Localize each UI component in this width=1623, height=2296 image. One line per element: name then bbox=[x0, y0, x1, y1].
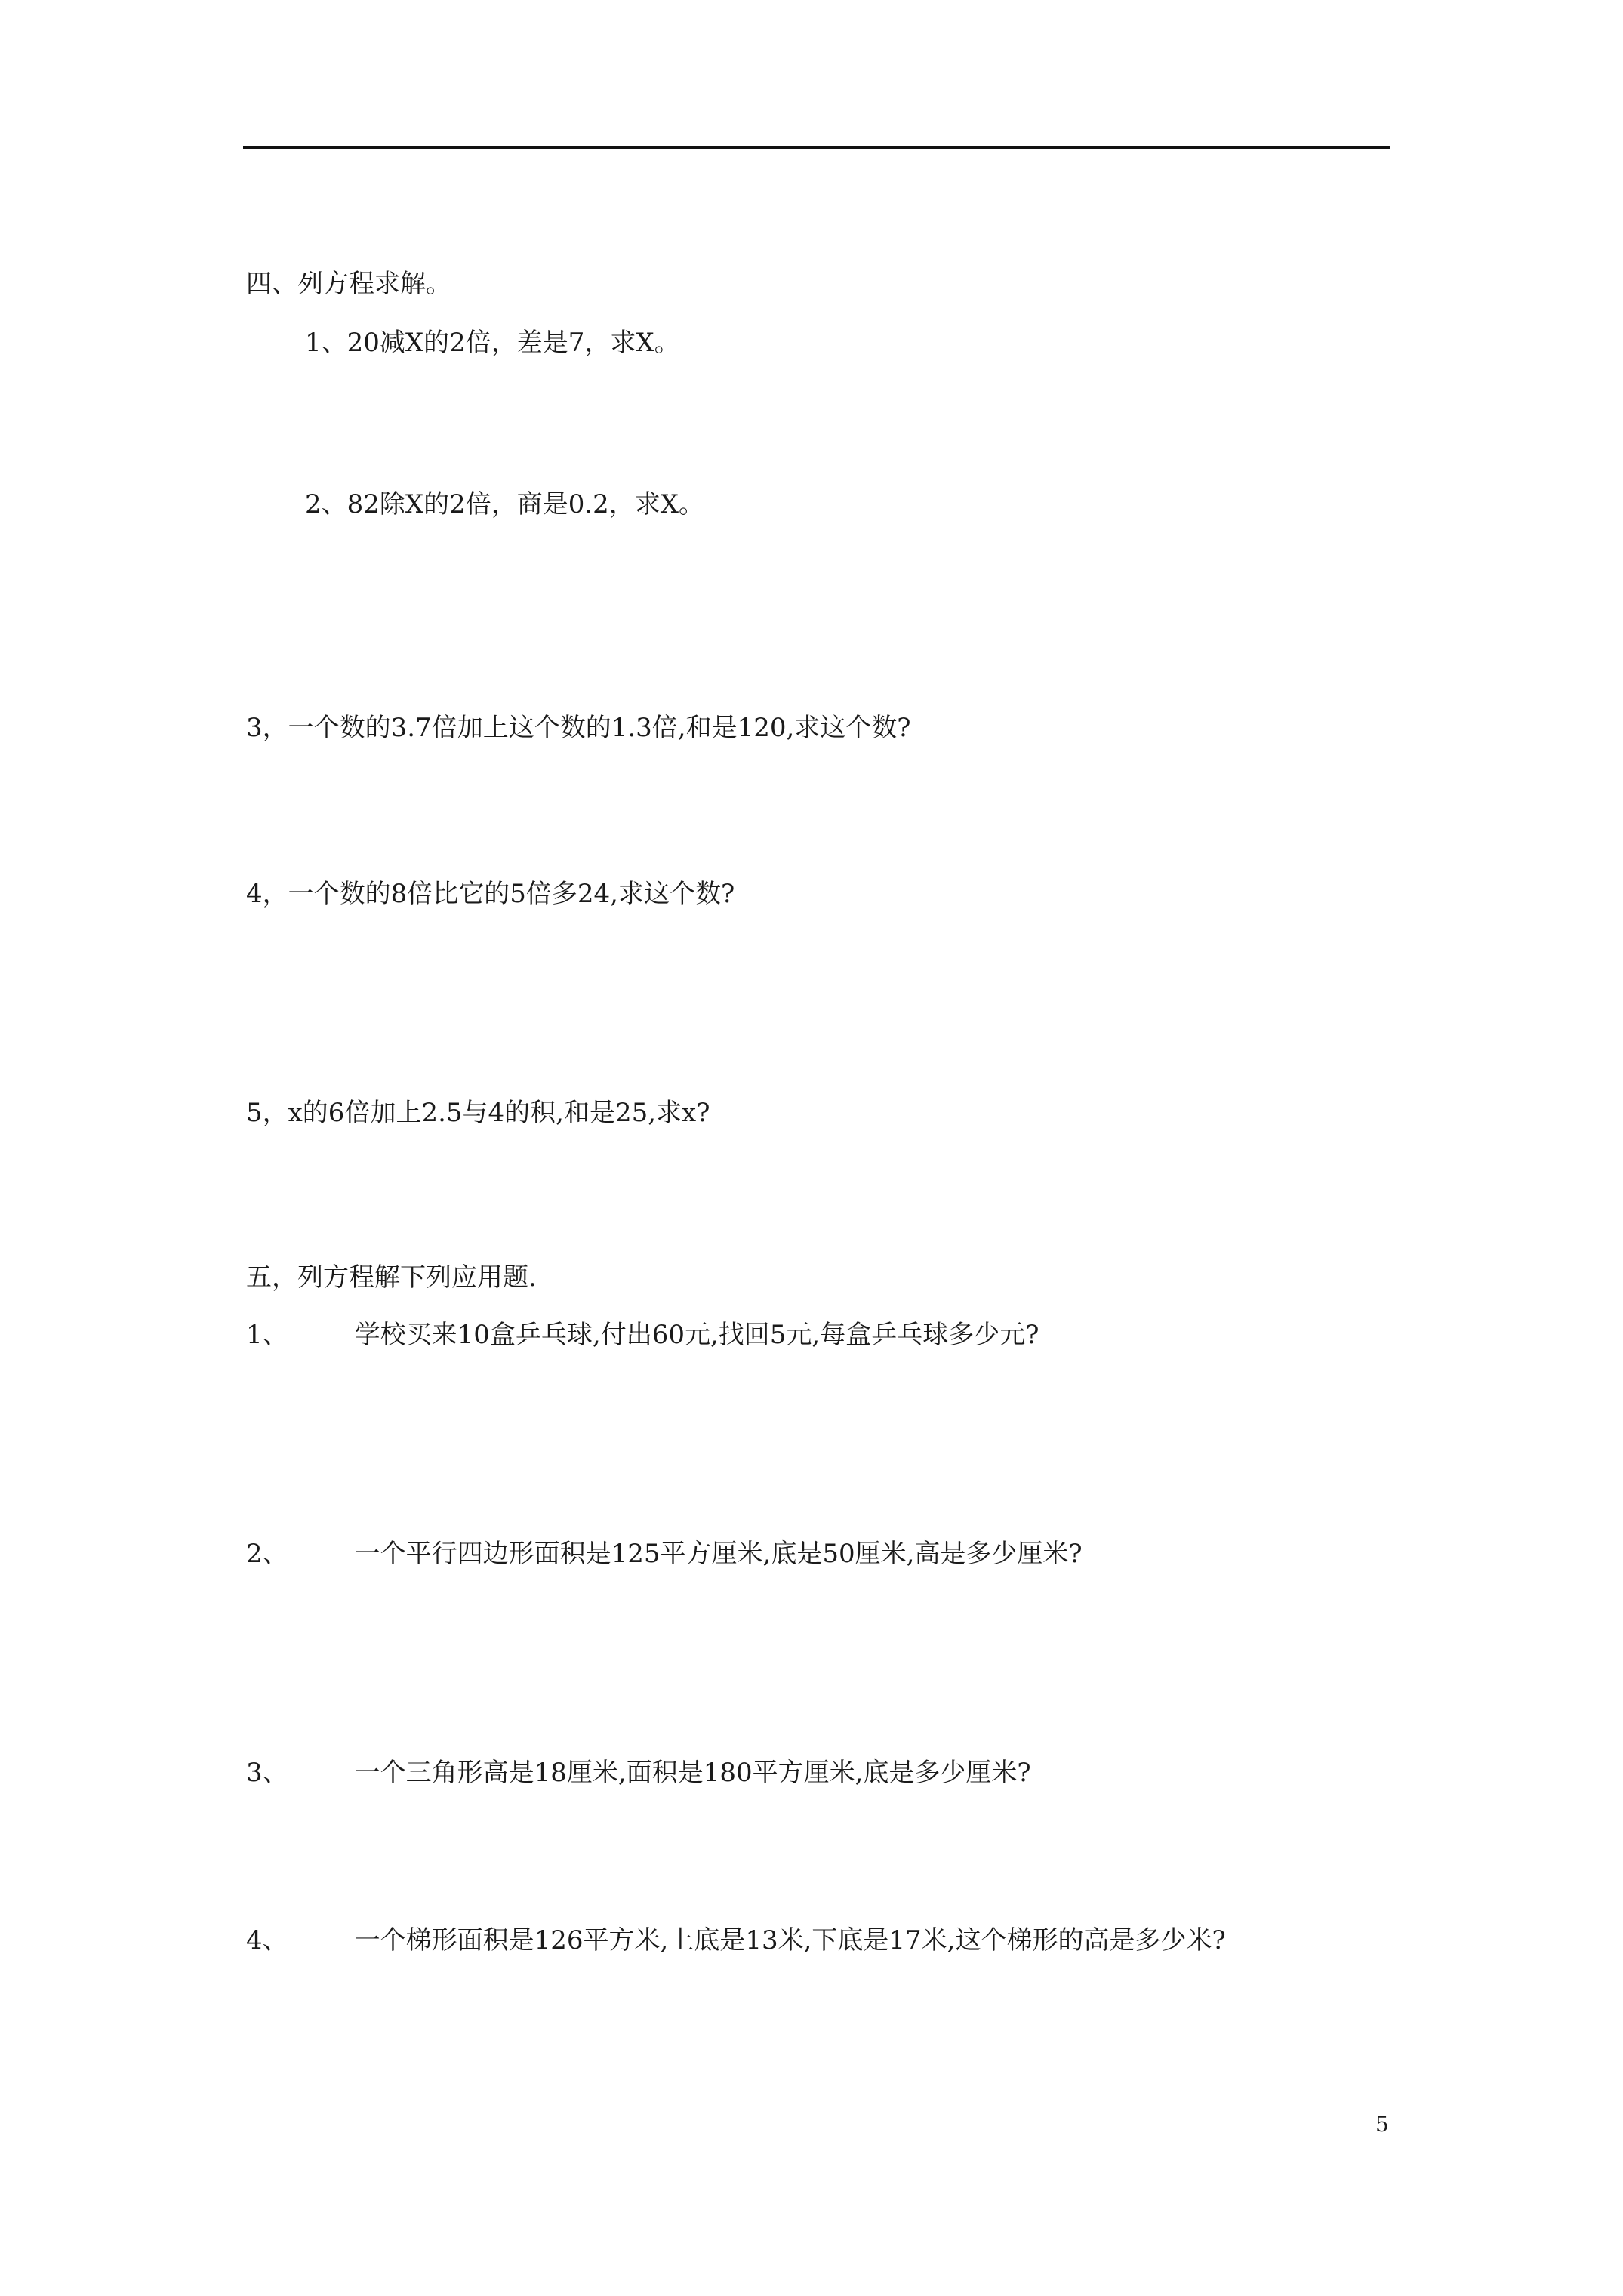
section-5-question-3 bbox=[246, 1756, 1031, 1789]
section-4-question-3: 3，一个数的3.7倍加上这个数的1.3倍,和是120,求这个数? bbox=[246, 713, 911, 743]
section-4-question-2: 2、82除X的2倍，商是0.2，求X。 bbox=[305, 489, 705, 519]
question-text: 一个平行四边形面积是125平方厘米,底是50厘米,高是多少厘米? bbox=[354, 1539, 1083, 1569]
question-number: 2、 bbox=[246, 1539, 288, 1569]
section-5-title: 五，列方程解下列应用题. bbox=[246, 1262, 537, 1293]
page-number: 5 bbox=[1375, 2112, 1389, 2137]
question-number: 4、 bbox=[246, 1925, 288, 1955]
question-text: 一个三角形高是18厘米,面积是180平方厘米,底是多少厘米? bbox=[354, 1758, 1031, 1788]
question-number: 1、 bbox=[246, 1320, 288, 1350]
question-text: 一个梯形面积是126平方米,上底是13米,下底是17米,这个梯形的高是多少米? bbox=[354, 1925, 1226, 1955]
question-number: 3、 bbox=[246, 1758, 288, 1788]
section-4-title: 四、列方程求解。 bbox=[246, 269, 451, 299]
section-4-question-5: 5，x的6倍加上2.5与4的积,和是25,求x? bbox=[246, 1098, 710, 1128]
section-5-question-1 bbox=[246, 1318, 1039, 1351]
section-5-question-4 bbox=[246, 1924, 1226, 1957]
section-4-question-1: 1、20减X的2倍，差是7，求X。 bbox=[305, 328, 680, 358]
section-4-question-4: 4，一个数的8倍比它的5倍多24,求这个数? bbox=[246, 879, 735, 909]
section-5-question-2 bbox=[246, 1537, 1083, 1570]
header-rule bbox=[243, 146, 1390, 149]
question-text: 学校买来10盒乒乓球,付出60元,找回5元,每盒乒乓球多少元? bbox=[354, 1320, 1039, 1350]
